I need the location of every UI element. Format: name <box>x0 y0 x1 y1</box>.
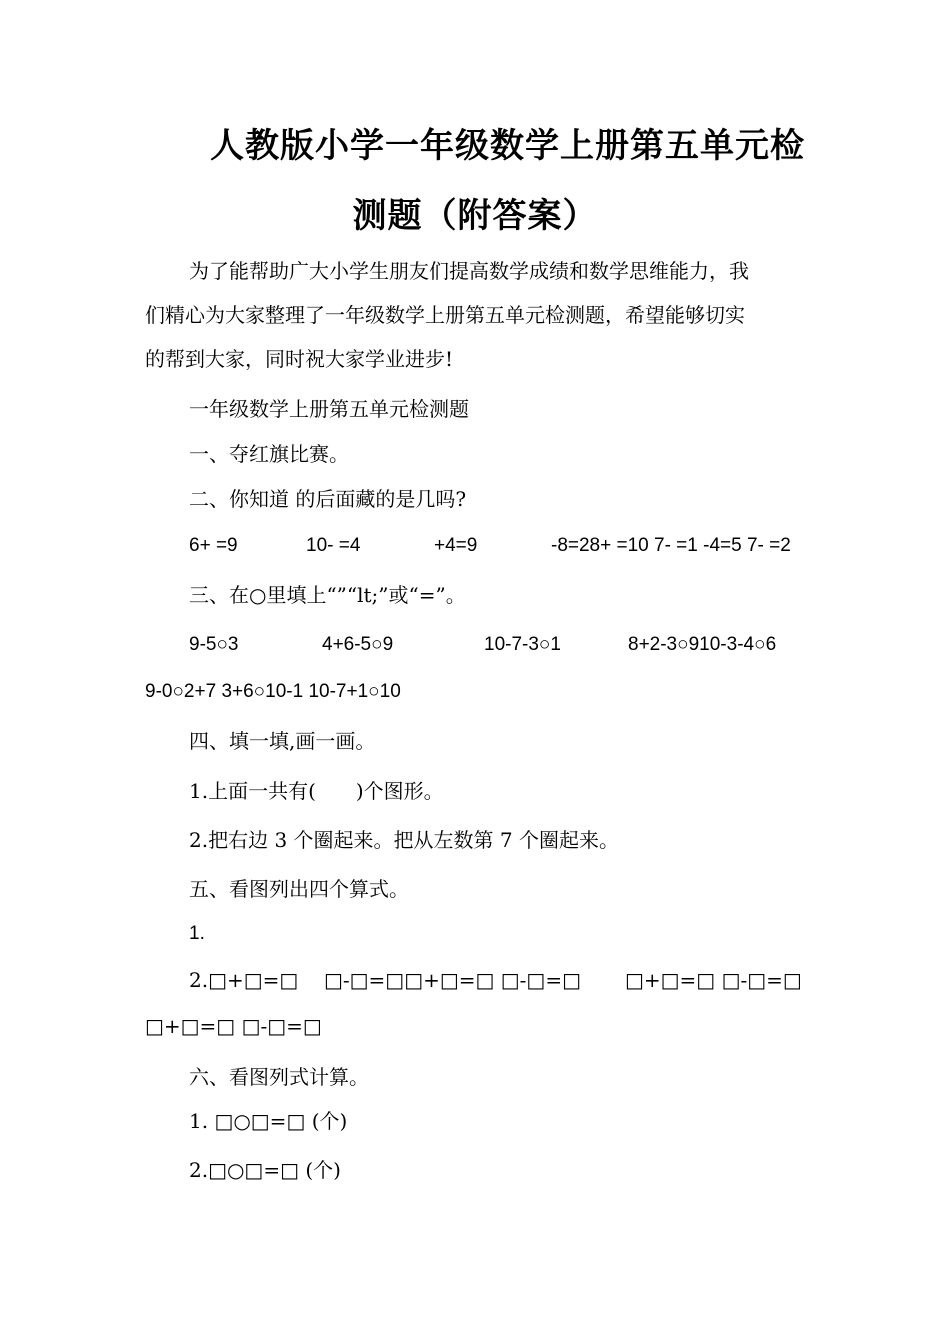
section-6-heading: 六、看图列式计算。 <box>189 1065 369 1089</box>
section-2-item: 6+ =9 <box>189 535 238 556</box>
section-4-question-2: 2.把右边 3 个圈起来。把从左数第 7 个圈起来。 <box>189 828 619 852</box>
intro-paragraph-line-1: 为了能帮助广大小学生朋友们提高数学成绩和数学思维能力，我 <box>189 259 749 283</box>
section-5-equation-group: 2.□+□=□ <box>189 968 299 992</box>
section-4-question-1: 1.上面一共有( )个图形。 <box>189 779 444 803</box>
section-5-question-1: 1. <box>189 923 205 944</box>
section-6-question-1: 1. □○□=□ (个) <box>189 1109 348 1133</box>
section-2-item: 10- =4 <box>306 535 361 556</box>
section-3-item: 8+2-3○910-3-4○6 <box>628 634 777 655</box>
section-3-heading: 三、在○里填上“”“lt;”或“=”。 <box>189 583 466 607</box>
section-3-item: 9-5○3 <box>189 634 239 655</box>
intro-paragraph-line-2: 们精心为大家整理了一年级数学上册第五单元检测题，希望能够切实 <box>145 303 745 327</box>
section-5-equation-group: □+□=□ □-□=□ <box>625 968 802 992</box>
section-3-item: 4+6-5○9 <box>322 634 394 655</box>
section-3-exercises-line-2: 9-0○2+7 3+6○10-1 10-7+1○10 <box>145 681 401 702</box>
section-1-heading: 一、夺红旗比赛。 <box>189 442 349 466</box>
section-3-item: 10-7-3○1 <box>484 634 561 655</box>
section-2-item: -8=28+ =10 7- =1 -4=5 7- =2 <box>551 535 791 556</box>
document-title-line-2: 测题（附答案） <box>352 196 598 236</box>
section-2-heading: 二、你知道 的后面藏的是几吗? <box>189 487 467 511</box>
section-5-heading: 五、看图列出四个算式。 <box>189 877 409 901</box>
section-2-item: +4=9 <box>434 535 478 556</box>
section-6-question-2: 2.□○□=□ (个) <box>189 1158 341 1182</box>
section-4-heading: 四、填一填,画一画。 <box>189 729 376 753</box>
document-title-line-1: 人教版小学一年级数学上册第五单元检 <box>210 126 805 166</box>
exam-subtitle: 一年级数学上册第五单元检测题 <box>189 397 469 421</box>
section-5-equation-group: □-□=□□+□=□ □-□=□ <box>324 968 581 992</box>
intro-paragraph-line-3: 的帮到大家，同时祝大家学业进步! <box>145 347 454 371</box>
section-5-question-2-line-2: □+□=□ □-□=□ <box>145 1014 322 1038</box>
